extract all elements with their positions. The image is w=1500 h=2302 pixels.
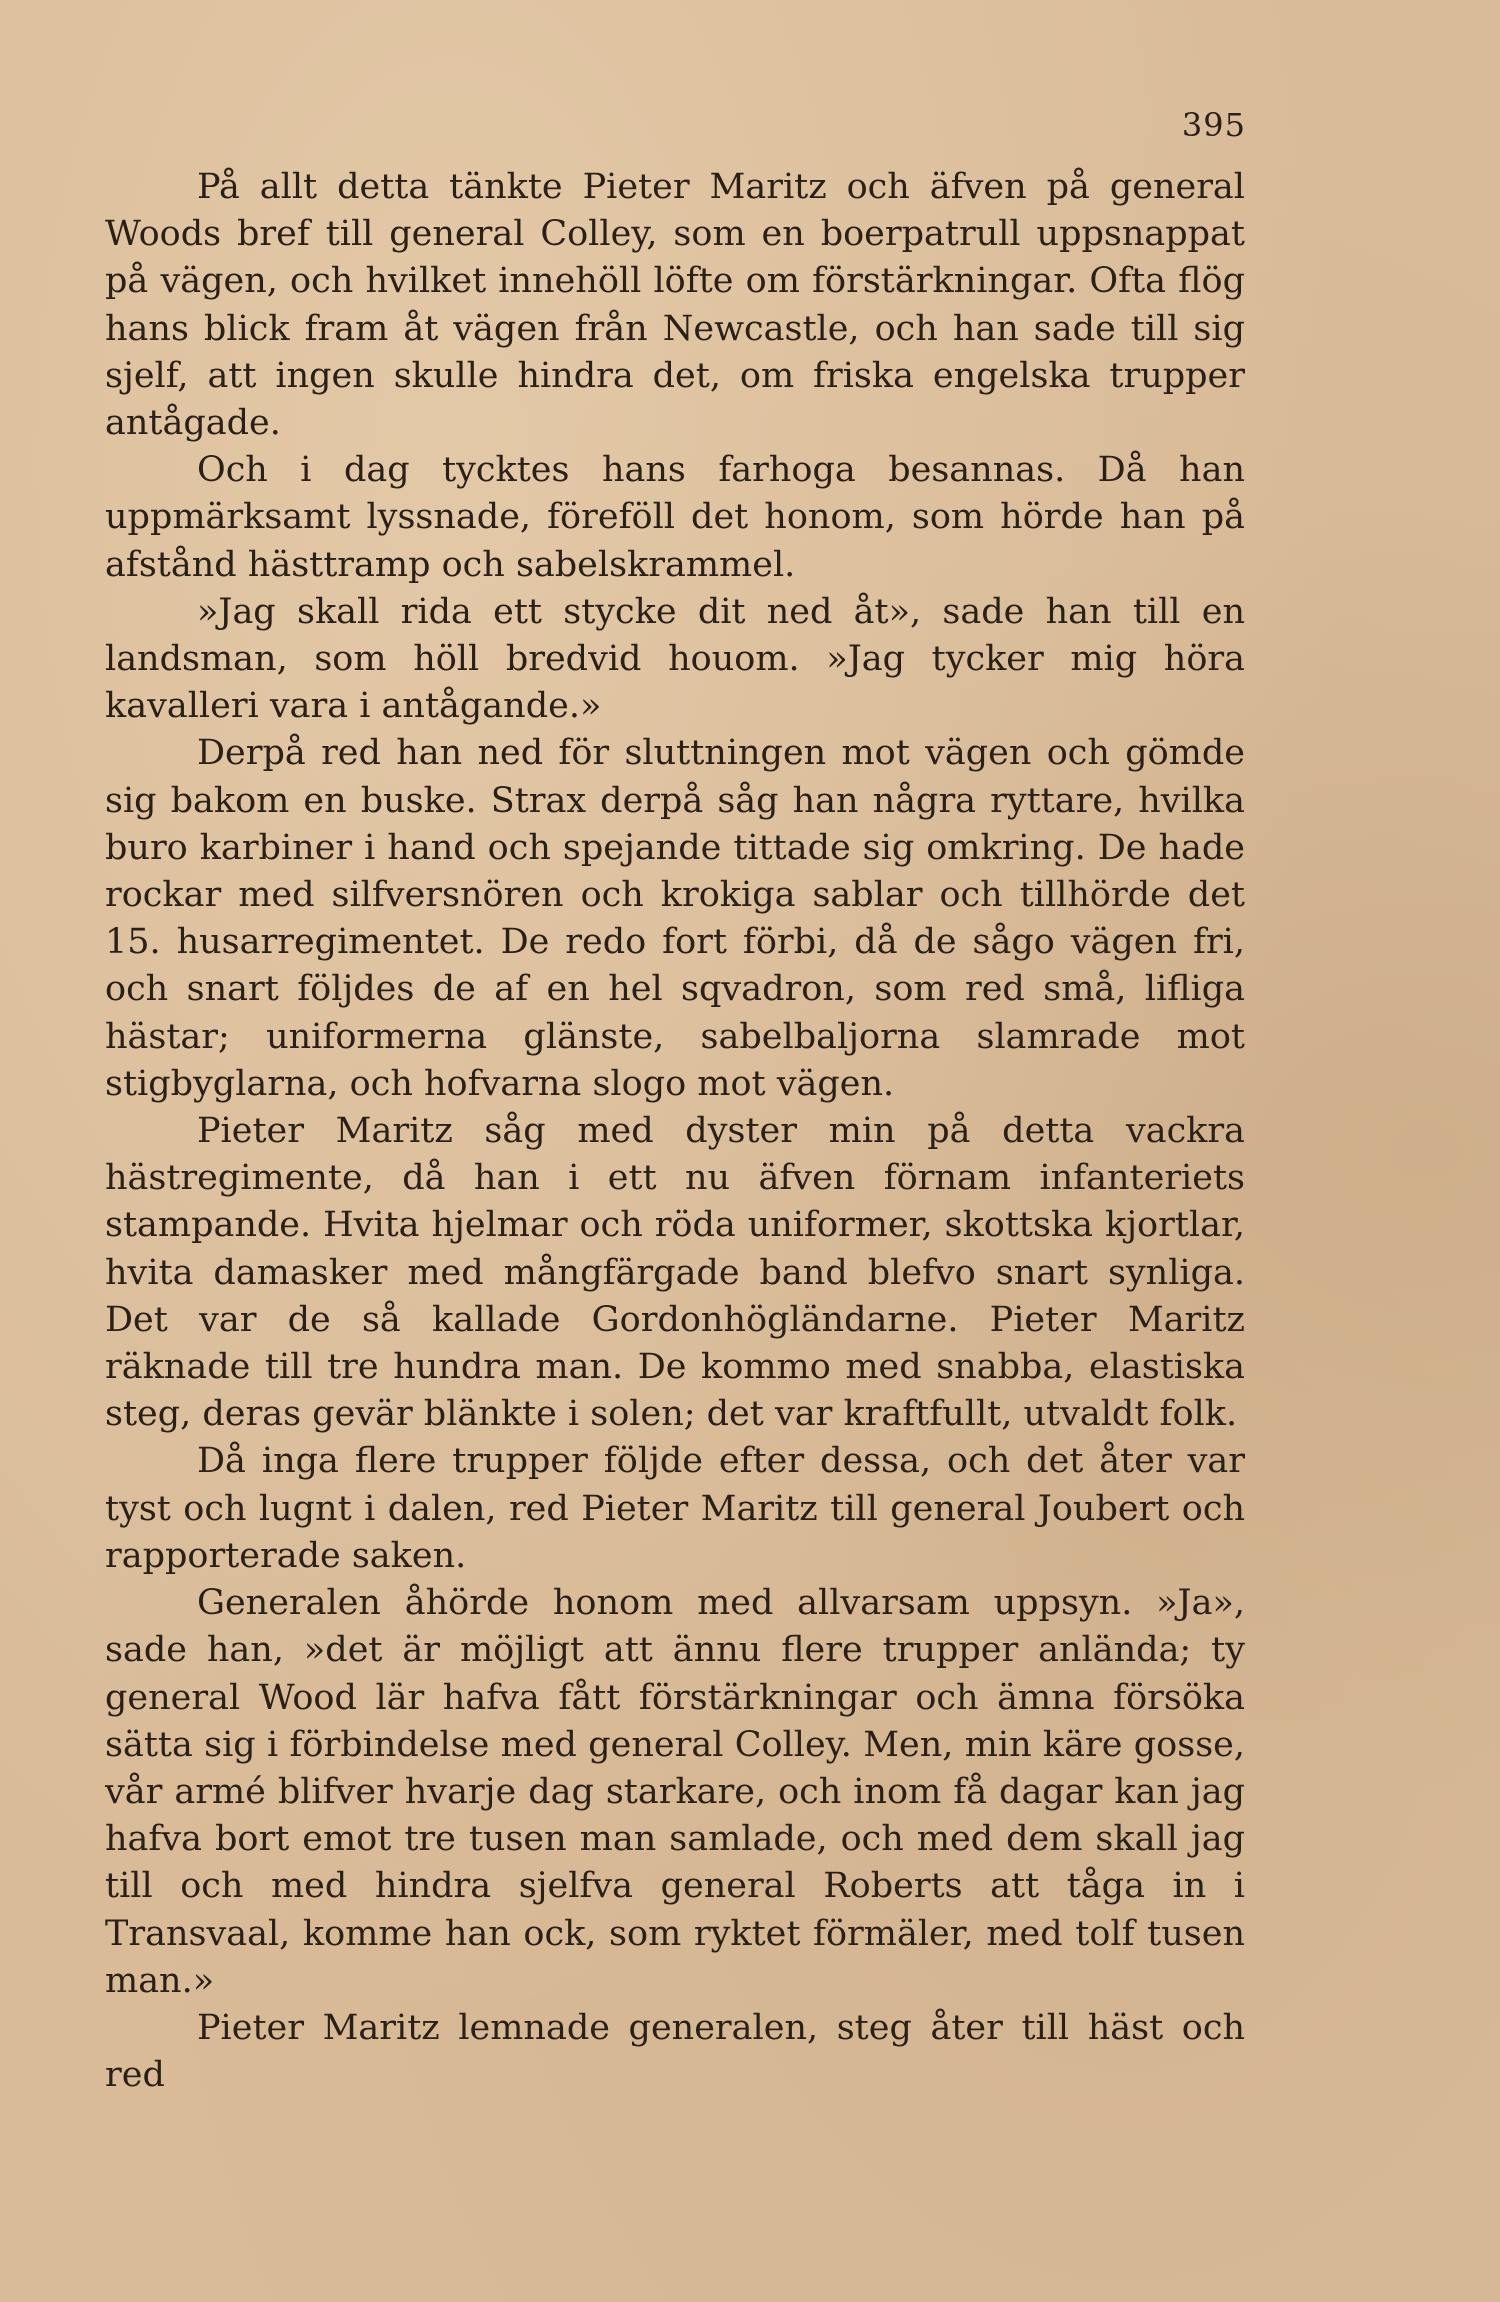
paragraph: Pieter Maritz såg med dyster min på detta vackra hästregimente, då han i ett nu äfven förnam infanteriets stampande. Hvita hjelmar och röda uniformer, skottska kjortlar, hvita damasker med mångfärgade band blefvo snart synliga. Det var de så kallade Gordonhögländarne. Pieter Maritz räknade till tre hundra man. De kommo med snabba, elastiska steg, deras gevär blänkte i solen; det var kraftfullt, utvaldt folk.	[105, 1111, 1245, 1435]
paragraph: Då inga flere trupper följde efter dessa, och det åter var tyst och lugnt i dalen, red Pieter Maritz till general Joubert och rapporterade saken.	[105, 1441, 1245, 1576]
paragraph-last: Pieter Maritz lemnade generalen, steg åter till häst och red	[105, 2007, 1245, 2096]
paragraph: Och i dag tycktes hans farhoga besannas. Då han uppmärksamt lyssnade, föreföll det honom, som hörde han på afstånd hästtramp och sabelskrammel.	[105, 450, 1245, 585]
paragraph: På allt detta tänkte Pieter Maritz och äfven på general Woods bref till general Colley, som en boerpatrull uppsnappat på vägen, och hvilket innehöll löfte om förstärkningar. Ofta flög hans blick fram åt vägen från Newcastle, och han sade till sig sjelf, att ingen skulle hindra det, om friska engelska trupper antågade.	[105, 167, 1245, 444]
page-number: 395	[1181, 106, 1246, 144]
paragraph: Derpå red han ned för sluttningen mot vägen och gömde sig bakom en buske. Strax derpå såg han några ryttare, hvilka buro karbiner i hand och spejande tittade sig omkring. De hade rockar med silfversnören och krokiga sablar och tillhörde det 15. husarregimentet. De redo fort förbi, då de sågo vägen fri, och snart följdes de af en hel sqvadron, som red små, lifliga hästar; uniformerna glänste, sabelbaljorna slamrade mot stigbyglarna, och hofvarna slogo mot vägen.	[105, 733, 1245, 1104]
page-text	[105, 164, 1245, 2099]
paragraph: Generalen åhörde honom med allvarsam uppsyn. »Ja», sade han, »det är möjligt att ännu flere trupper anlända; ty general Wood lär hafva fått förstärkningar och ämna försöka sätta sig i förbindelse med general Colley. Men, min käre gosse, vår armé blifver hvarje dag starkare, och inom få dagar kan jag hafva bort emot tre tusen man samlade, och med dem skall jag till och med hindra sjelfva general Roberts att tåga in i Transvaal, komme han ock, som ryktet förmäler, med tolf tusen man.»	[105, 1583, 1245, 2001]
paragraph: »Jag skall rida ett stycke dit ned åt», sade han till en landsman, som höll bredvid houom. »Jag tycker mig höra kavalleri vara i antågande.»	[105, 591, 1245, 727]
